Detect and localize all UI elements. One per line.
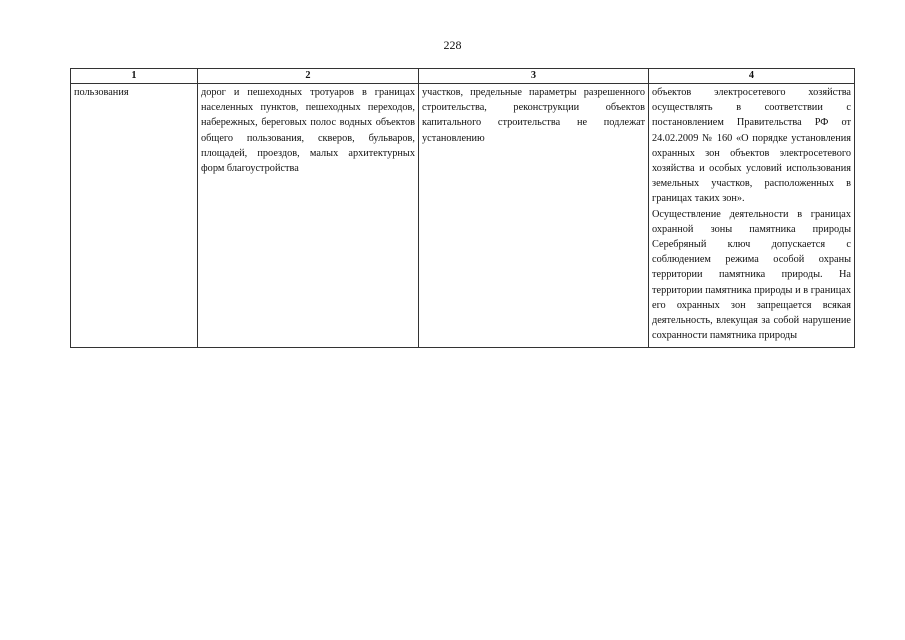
table-cell-col4	[649, 84, 855, 348]
page-number: 228	[443, 38, 462, 52]
table-cell-col3	[419, 84, 649, 348]
cell-text: участков, предельные параметры разрешенного строительства, реконструкции объектов капитального строительства не подлежат установлению	[422, 87, 645, 144]
column-header-3: 3	[419, 69, 649, 84]
regulation-table	[70, 68, 855, 348]
column-header-4: 4	[649, 69, 855, 84]
cell-text: пользования	[74, 87, 129, 98]
table-header-row	[71, 69, 855, 84]
column-header-1: 1	[71, 69, 198, 84]
cell-paragraph-1: объектов электросетевого хозяйства осуществлять в соответствии с постановлением Правительства РФ от 24.02.2009 № 160 «О порядке установления охранных зон объектов электросетевого хозяйства и особых условий использования земельных участков, расположенных в границах таких зон».	[652, 87, 851, 205]
table-cell-col2	[198, 84, 419, 348]
table-row	[71, 84, 855, 348]
cell-paragraph-2: Осуществление деятельности в границах охранной зоны памятника природы Серебряный ключ допускается с соблюдением режима особой охраны территории памятника природы. На территории памятника природы и в границах его охранных зон запрещается всякая деятельность, влекущая за собой нарушение сохранности памятника природы	[652, 208, 851, 342]
column-header-2: 2	[198, 69, 419, 84]
table-cell-col1	[71, 84, 198, 348]
cell-text: дорог и пешеходных тротуаров в границах населенных пунктов, пешеходных переходов, набережных, береговых полос водных объектов общего пользования, скверов, бульваров, площадей, проездов, малых архитектурных форм благоустройства	[201, 87, 415, 175]
